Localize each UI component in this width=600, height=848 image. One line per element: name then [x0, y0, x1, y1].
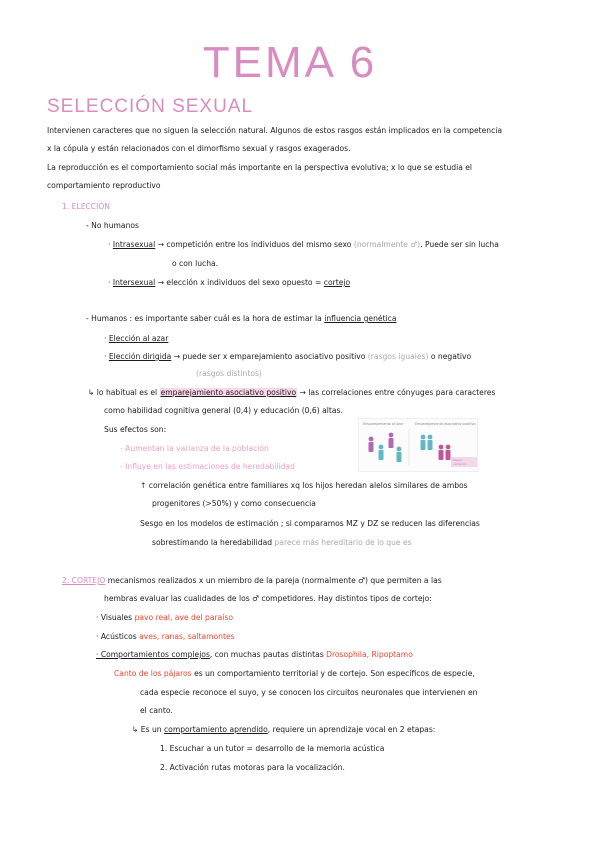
eleccion-dirigida: Elección dirigida [108, 352, 172, 361]
visuales-label: · Visuales [96, 613, 133, 622]
complejos-label: · Comportamientos complejos [96, 650, 210, 659]
visuales-examples: pavo real, ave del paraíso [134, 613, 234, 622]
efecto-2b-cont-line [152, 538, 412, 548]
canto-text: es un comportamiento territorial y de cortejo. Son específicos de especie, [194, 669, 475, 678]
efecto-2a: ↑ correlación genética entre familiares xq los hijos heredan alelos similares de ambos [140, 481, 468, 490]
eleccion-dirigida-text-2: o negativo [430, 352, 472, 361]
rasgos-iguales-note: (rasgos iguales) [367, 352, 429, 361]
influencia-genetica: influencia genética [324, 314, 397, 323]
humanos-text: - Humanos : es importante saber cuál es la hora de estimar la [86, 314, 322, 323]
efecto-2b: Sesgo en los modelos de estimación ; si comparamos MZ y DZ se reducen las diferencias [140, 519, 480, 528]
intro-line-3: La reproducción es el comportamiento social más importante en la perspectiva evolutiva; x lo que se estudia el [47, 163, 473, 172]
intrasexual-note: (normalmente ♂) [353, 240, 421, 249]
page-title: TEMA 6 [202, 38, 378, 87]
efecto-1: - Aumentan la varianza de la población [120, 444, 269, 453]
habitual-line [88, 388, 495, 398]
complejos-line [96, 650, 413, 660]
canto-label: Canto de los pájaros [114, 669, 192, 678]
aprendido-text-a: ↳ Es un [132, 725, 162, 734]
efecto-2a-cont: progenitores (>50%) y como consecuencia [152, 499, 316, 508]
aprendido-term: comportamiento aprendido [164, 725, 268, 734]
section-2-line-2: hembras evaluar las cualidades de los ♂ competidores. Hay distintos tipos de cortejo: [104, 594, 432, 603]
section-title: SELECCIÓN SEXUAL [47, 96, 254, 117]
intersexual-term: Intersexual [112, 278, 156, 287]
efecto-2b-note: parece más hereditario de lo que es [274, 538, 412, 547]
efectos-label: Sus efectos son: [104, 425, 167, 434]
habitual-text-a: ↳ lo habitual es el [88, 388, 158, 397]
aprendido-text-b: , requiere un aprendizaje vocal en 2 etapas: [267, 725, 436, 734]
cortejo-term: cortejo [323, 278, 351, 287]
aprendido-line [132, 725, 435, 735]
acusticos-line [96, 632, 235, 642]
acusticos-examples: aves, ranas, saltamontes [139, 632, 235, 641]
etapa-2: 2. Activación rutas motoras para la vocalización. [160, 763, 345, 772]
canto-line-1 [114, 669, 475, 679]
intrasexual-text-2: . Puede ser sin lucha [420, 240, 499, 249]
efecto-2: - Influye en las estimaciones de heredabilidad [120, 462, 295, 471]
canto-line-3: el canto. [140, 706, 173, 715]
eleccion-azar-line: · Elección al azar [104, 334, 169, 343]
intrasexual-term: Intrasexual [112, 240, 156, 249]
figure-varianza-box: Mayor varianza [451, 457, 477, 467]
intrasexual-cont: o con lucha. [172, 259, 219, 268]
complejos-examples: Drosophila, Ripoptamo [326, 650, 413, 659]
humanos-line [86, 314, 397, 324]
section-1-heading: 1. ELECCIÓN [62, 202, 110, 211]
visuales-line [96, 613, 233, 623]
intrasexual-text: → competición entre los individuos del mismo sexo [157, 240, 352, 249]
eleccion-dirigida-line: · Elección dirigida → puede ser x emparejamiento asociativo positivo (rasgos iguales) o negativo [104, 352, 472, 361]
section-2-text: mecanismos realizados x un miembro de la pareja (normalmente ♂) que permiten a las [107, 576, 442, 585]
canto-line-2: cada especie reconoce el suyo, y se conocen los circuitos neuronales que intervienen en [140, 688, 478, 697]
no-humanos-label: - No humanos [86, 221, 139, 230]
habitual-text-b: → las correlaciones entre cónyuges para caracteres [299, 388, 496, 397]
habitual-highlight: emparejamiento asociativo positivo [160, 388, 297, 397]
rasgos-distintos-note: (rasgos distintos) [196, 369, 262, 378]
intersexual-line: · Intersexual → elección x individuos del sexo opuesto = cortejo [108, 278, 351, 287]
intro-line-1: Intervienen caracteres que no siguen la selección natural. Algunos de estos rasgos están implicados en la competencia [47, 126, 503, 135]
complejos-text: , con muchas pautas distintas [209, 650, 324, 659]
intro-line-2: x la cópula y están relacionados con el dimorfismo sexual y rasgos exagerados. [47, 144, 351, 153]
eleccion-azar: Elección al azar [108, 334, 169, 343]
etapa-1: 1. Escuchar a un tutor = desarrollo de la memoria acústica [160, 744, 385, 753]
mating-figure [358, 418, 478, 472]
intro-line-4: comportamiento reproductivo [47, 181, 161, 190]
section-2-line-1 [62, 576, 442, 586]
intrasexual-line: · Intrasexual → competición entre los individuos del mismo sexo (normalmente ♂). Puede ser sin lucha [108, 240, 499, 249]
figure-label-asociativo: Emparejamiento asociativo positivo [415, 422, 476, 426]
figure-label-azar: Emparejamiento al azar [363, 422, 404, 426]
intersexual-text: → elección x individuos del sexo opuesto = [157, 278, 322, 287]
section-2-heading: 2. CORTEJO [62, 576, 106, 585]
efecto-2b-cont: sobrestimando la heredabilidad [152, 538, 273, 547]
eleccion-dirigida-text: → puede ser x emparejamiento asociativo positivo [173, 352, 366, 361]
habitual-cont: como habilidad cognitiva general (0,4) y educación (0,6) altas. [104, 406, 343, 415]
acusticos-label: · Acústicos [96, 632, 137, 641]
